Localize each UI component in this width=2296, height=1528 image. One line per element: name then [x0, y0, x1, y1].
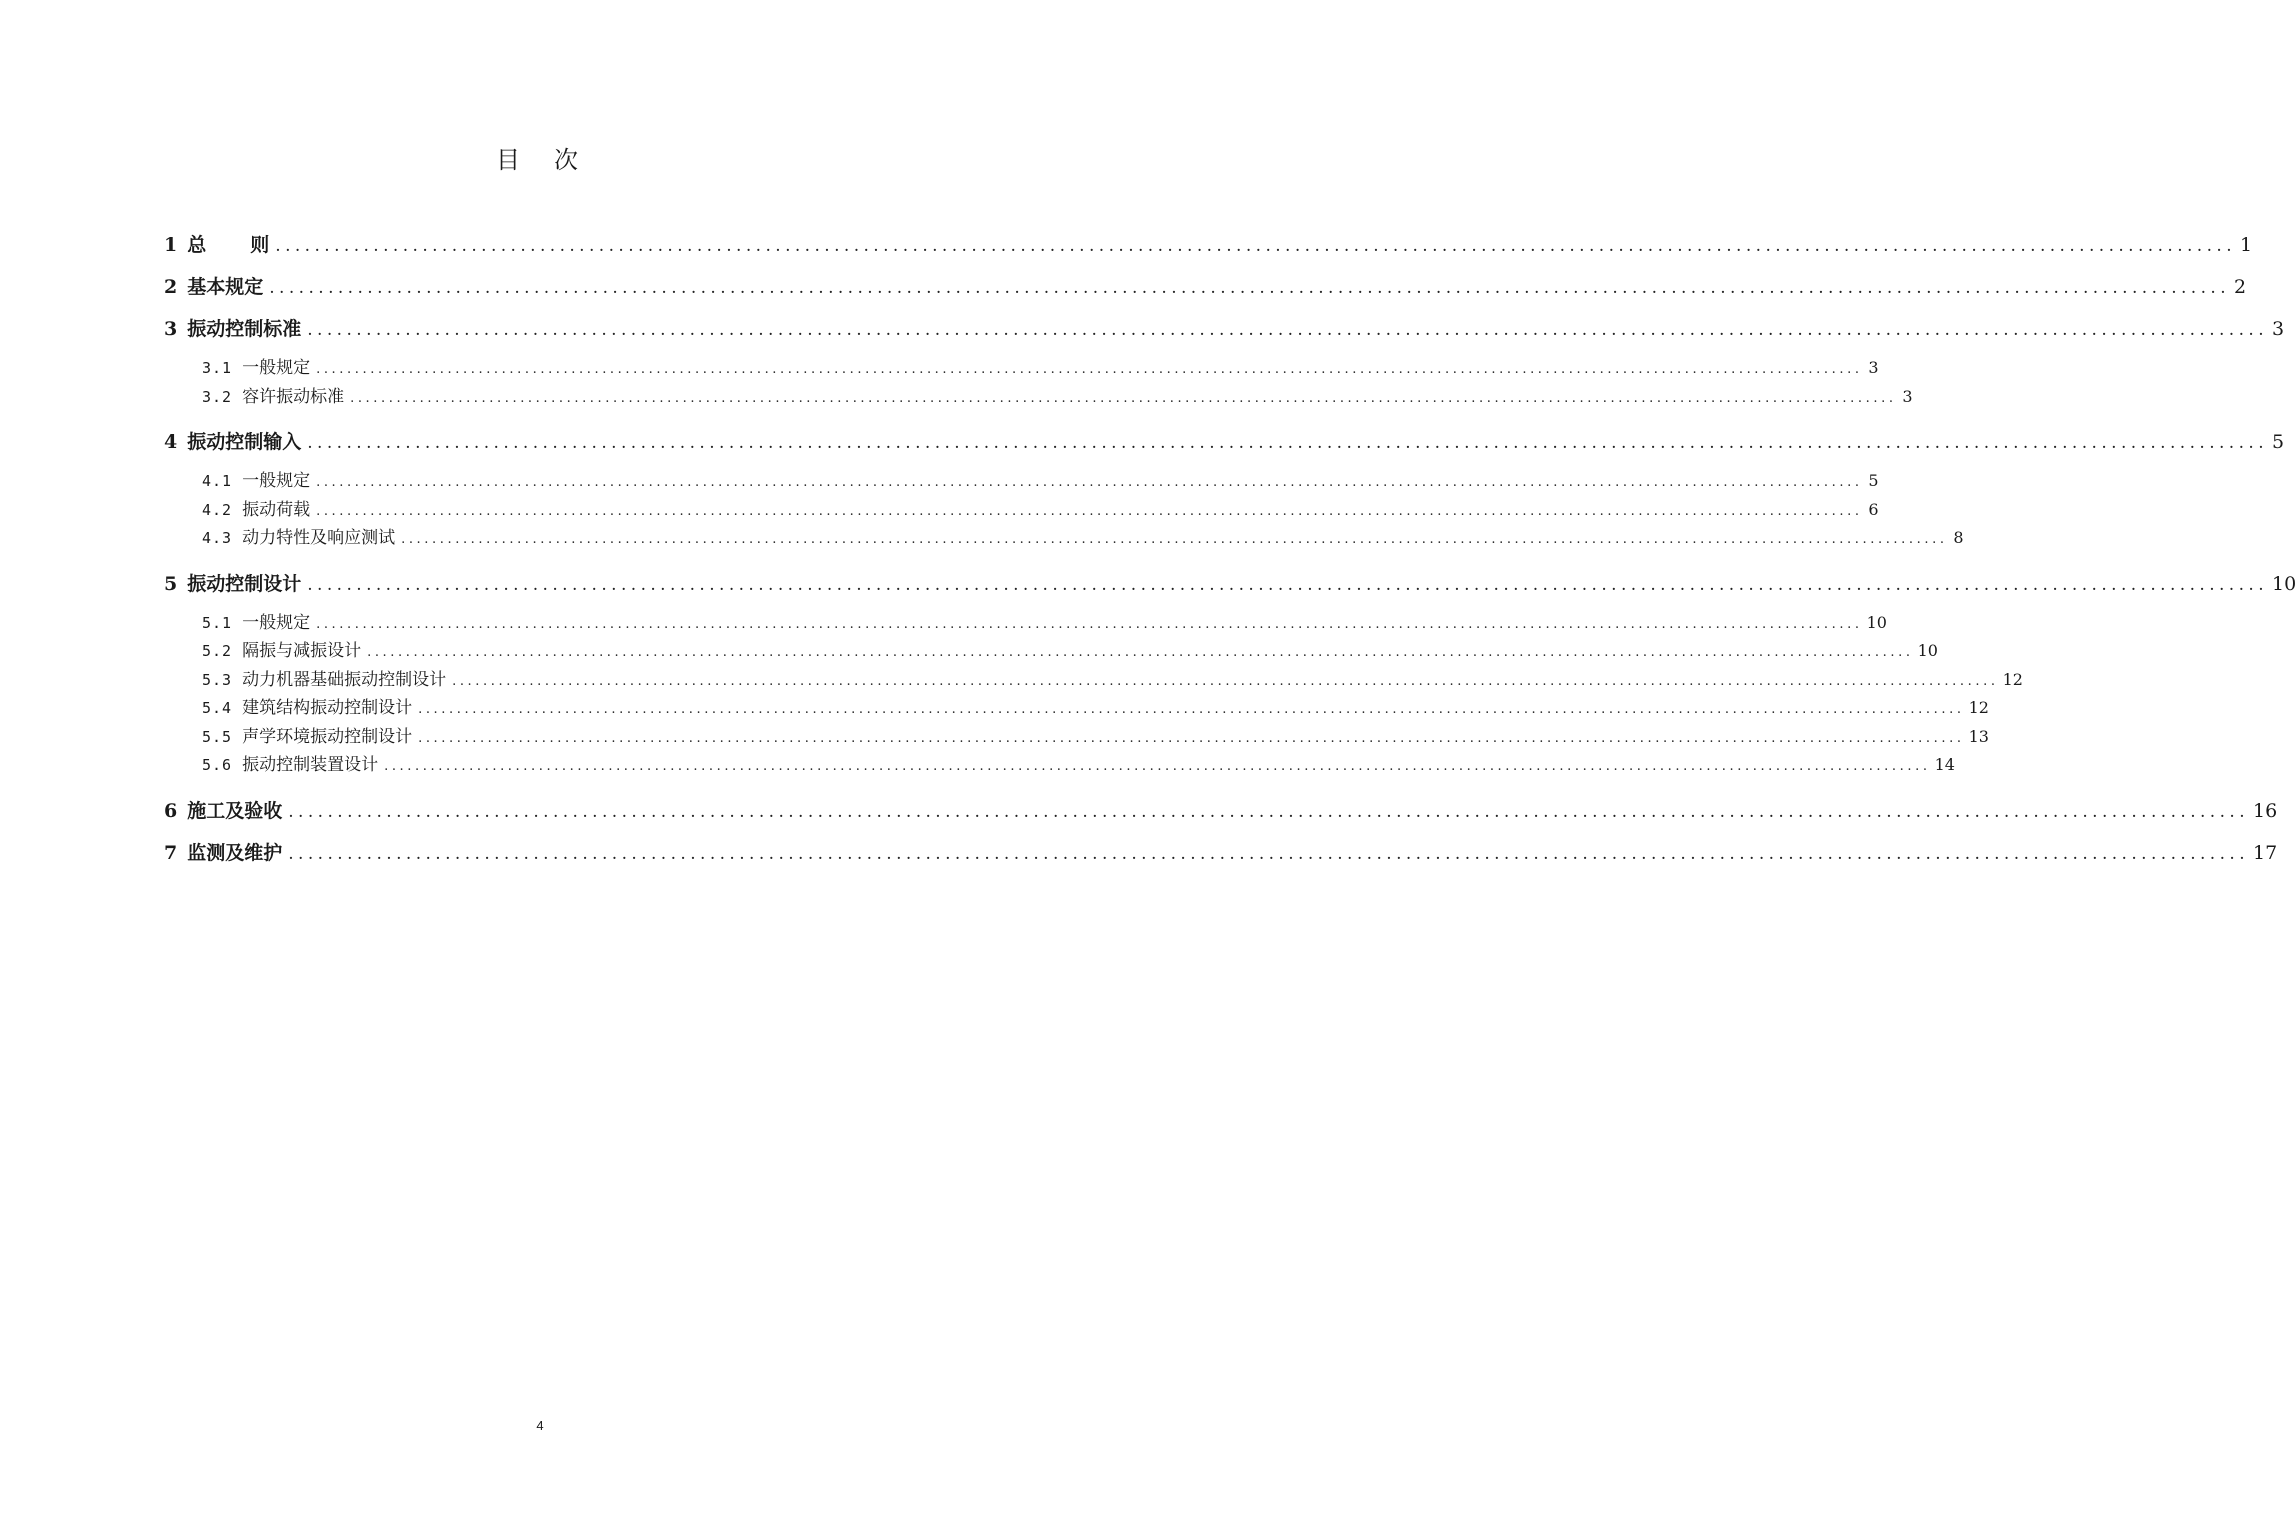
toc-leader-dots: ........................................................................................................................................................................................................ — [307, 320, 2269, 340]
toc-subentry-4-1[interactable] — [164, 467, 1879, 496]
toc-subentry-page: 8 — [1953, 528, 1964, 547]
toc-leader-dots: ........................................................................................................................................................................................................ — [316, 503, 1863, 519]
toc-subentry-3-2[interactable] — [164, 383, 1913, 412]
toc-leader-dots: ........................................................................................................................................................................................................ — [418, 730, 1965, 746]
toc-subentry-label: 动力机器基础振动控制设计 — [242, 669, 447, 690]
toc-subentry-label: 动力特性及响应测试 — [242, 528, 396, 548]
toc-subentry-number: 4.2 — [202, 500, 233, 519]
toc-leader-dots: ........................................................................................................................................................................................................ — [452, 673, 1999, 689]
toc-subentry-number: 5.5 — [202, 727, 233, 746]
toc-leader-dots: ........................................................................................................................................................................................................ — [316, 475, 1863, 490]
toc-subentry-3-1[interactable] — [164, 354, 1879, 383]
toc-leader-dots: ........................................................................................................................................................................................................ — [316, 362, 1863, 377]
toc-entry-2[interactable] — [164, 268, 2247, 310]
toc-leader-dots: ........................................................................................................................................................................................................ — [275, 236, 2237, 256]
toc-entry-label: 基本规定 — [187, 276, 264, 298]
toc-subentry-label: 一般规定 — [242, 471, 311, 491]
toc-entry-label: 施工及验收 — [187, 799, 283, 822]
toc-entry-number: 3 — [164, 318, 178, 340]
toc-leader-dots: ........................................................................................................................................................................................................ — [367, 645, 1914, 660]
page-title-char-2: 次 — [554, 146, 584, 174]
toc-entry-5[interactable] — [164, 565, 2296, 607]
toc-entry-number: 6 — [164, 799, 178, 822]
toc-entry-label: 振动控制输入 — [187, 431, 302, 453]
toc-entry-number: 2 — [164, 276, 178, 298]
toc-entry-label: 振动控制设计 — [187, 572, 302, 595]
toc-subentry-5-3[interactable] — [164, 666, 2023, 695]
toc-subentry-page: 3 — [1868, 358, 1879, 377]
toc-entry-page: 3 — [2272, 318, 2285, 340]
toc-entry-page: 5 — [2272, 431, 2285, 453]
toc-leader-dots: ........................................................................................................................................................................................................ — [418, 702, 1965, 717]
toc-entry-3[interactable] — [164, 310, 2285, 352]
toc-subentry-number: 5.4 — [202, 699, 233, 717]
toc-leader-dots: ........................................................................................................................................................................................................ — [307, 574, 2269, 595]
toc-entry-page: 17 — [2253, 841, 2278, 864]
toc-subentry-page: 6 — [1868, 499, 1879, 519]
toc-entry-7[interactable] — [164, 834, 2278, 876]
toc-subentry-label: 振动荷载 — [242, 499, 311, 520]
toc-entry-page: 1 — [2240, 234, 2253, 256]
toc-subentry-number: 3.1 — [202, 359, 233, 377]
toc-entry-4[interactable] — [164, 423, 2285, 465]
toc-subentry-page: 5 — [1868, 471, 1879, 490]
toc-entry-1[interactable] — [164, 226, 2253, 268]
toc-subentry-number: 4.1 — [202, 472, 233, 490]
toc-subentry-number: 5.6 — [202, 756, 233, 774]
page-title-char-1: 目 — [496, 146, 526, 174]
toc-subentry-page: 10 — [1866, 612, 1887, 632]
toc-entry-label: 监测及维护 — [187, 841, 283, 864]
toc-leader-dots: ........................................................................................................................................................................................................ — [401, 532, 1948, 547]
toc-subentry-label: 建筑结构振动控制设计 — [242, 698, 413, 718]
toc-leader-dots: ........................................................................................................................................................................................................ — [350, 390, 1897, 406]
page-number: 4 — [536, 1418, 544, 1433]
toc-leader-dots: ........................................................................................................................................................................................................ — [288, 801, 2250, 822]
toc-leader-dots: ........................................................................................................................................................................................................ — [316, 616, 1863, 632]
toc-subentry-label: 声学环境振动控制设计 — [242, 726, 413, 747]
toc-subentry-label: 一般规定 — [242, 358, 311, 378]
toc-subentry-4-3[interactable] — [164, 524, 1964, 553]
toc-subentry-page: 12 — [1968, 698, 1989, 717]
toc-subentry-label: 隔振与减振设计 — [242, 641, 362, 661]
toc-subentry-label: 容许振动标准 — [242, 386, 345, 407]
toc-subentry-number: 5.3 — [202, 670, 233, 689]
toc-subentry-number: 5.1 — [202, 613, 233, 632]
toc-subentry-5-1[interactable] — [164, 609, 1887, 638]
toc-leader-dots: ........................................................................................................................................................................................................ — [307, 433, 2269, 453]
toc-subentry-5-6[interactable] — [164, 751, 1955, 780]
toc-subentry-number: 4.3 — [202, 529, 233, 547]
toc-subentry-number: 5.2 — [202, 642, 233, 660]
toc-entry-number: 5 — [164, 572, 178, 595]
toc-subentry-4-2[interactable] — [164, 496, 1879, 525]
toc-leader-dots: ........................................................................................................................................................................................................ — [269, 278, 2231, 298]
toc-entry-page: 16 — [2253, 799, 2278, 822]
toc-subentry-page: 13 — [1968, 726, 1989, 746]
toc-entry-label: 振动控制标准 — [187, 318, 302, 340]
toc-subentry-5-5[interactable] — [164, 723, 1989, 752]
toc-subentry-label: 一般规定 — [242, 612, 311, 633]
toc-leader-dots: ........................................................................................................................................................................................................ — [384, 759, 1931, 774]
toc-entry-number: 1 — [164, 234, 178, 256]
toc-entry-6[interactable] — [164, 792, 2278, 834]
toc-entry-number: 4 — [164, 431, 178, 453]
toc-subentry-label: 振动控制装置设计 — [242, 755, 379, 775]
table-of-contents — [164, 226, 2296, 876]
toc-subentry-5-2[interactable] — [164, 637, 1938, 666]
toc-entry-label: 总 则 — [187, 234, 270, 256]
page-title — [0, 140, 1080, 175]
toc-entry-number: 7 — [164, 841, 178, 864]
toc-subentry-page: 12 — [2002, 669, 2023, 689]
toc-subentry-page: 3 — [1902, 386, 1913, 406]
toc-entry-page: 2 — [2234, 276, 2247, 298]
toc-entry-page: 10 — [2272, 572, 2296, 595]
toc-subentry-number: 3.2 — [202, 387, 233, 406]
toc-subentry-page: 10 — [1917, 641, 1938, 660]
toc-leader-dots: ........................................................................................................................................................................................................ — [288, 843, 2250, 864]
toc-subentry-page: 14 — [1934, 755, 1955, 774]
toc-subentry-5-4[interactable] — [164, 694, 1989, 723]
